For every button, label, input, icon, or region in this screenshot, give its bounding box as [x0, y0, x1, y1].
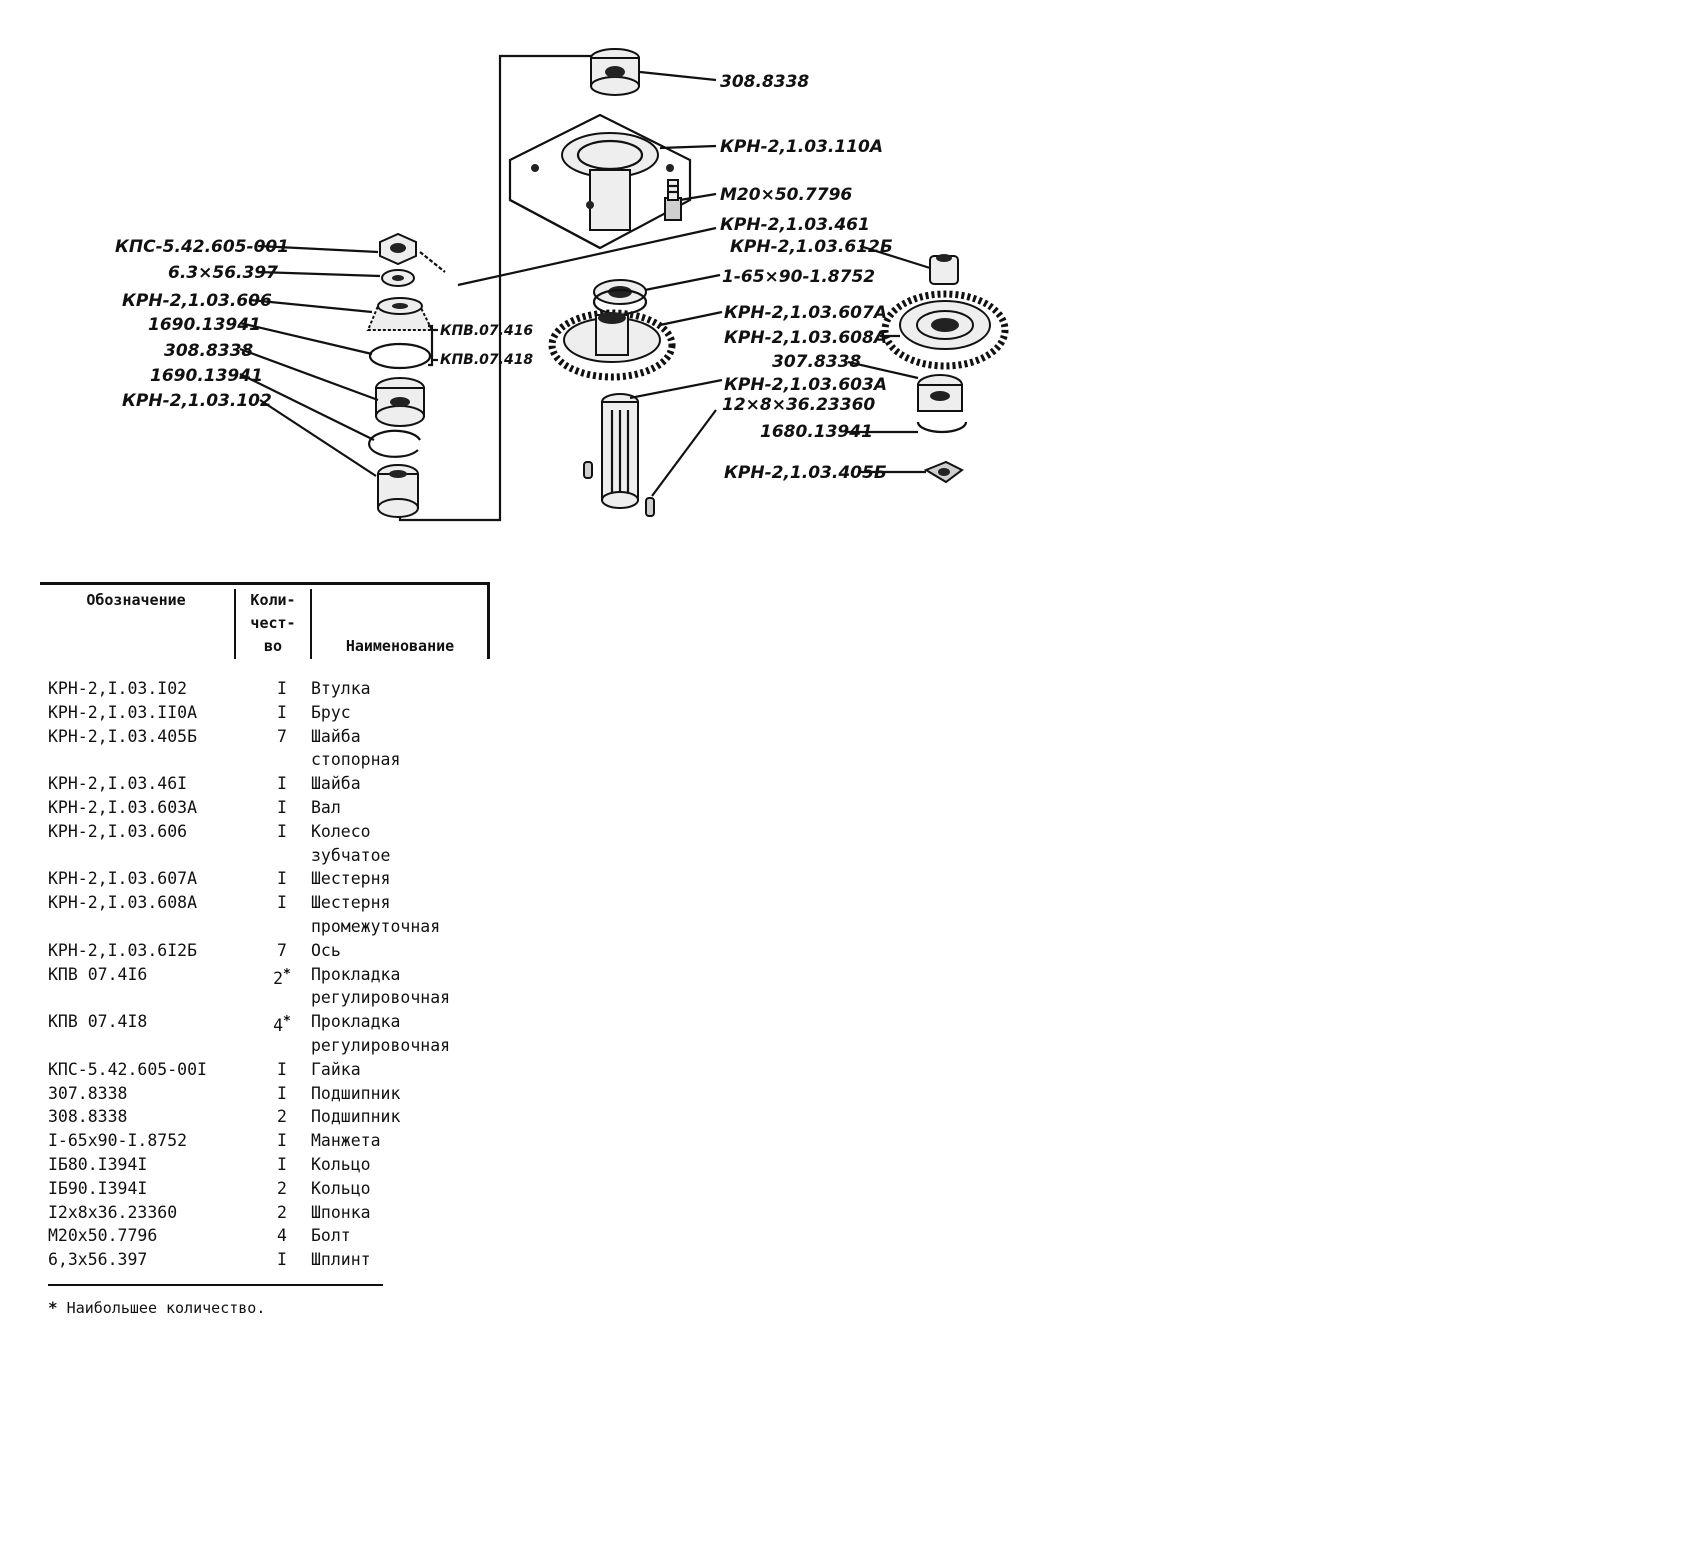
row-quantity-value: 4: [273, 1016, 284, 1036]
row-quantity-value: 4: [277, 1226, 287, 1246]
ring-1680: [918, 422, 966, 432]
row-quantity: [253, 1224, 311, 1248]
row-designation: 307.8338: [48, 1083, 128, 1103]
table-row: [40, 1224, 490, 1248]
header-right-border: [487, 585, 490, 659]
row-quantity: [253, 772, 311, 796]
row-name: [311, 772, 481, 796]
row-quantity: [253, 1248, 311, 1272]
row-quantity: [253, 1082, 311, 1106]
parts-spec-table: [40, 582, 490, 1317]
row-quantity-value: 2: [277, 1178, 287, 1198]
table-row: [40, 1129, 490, 1153]
row-name-line: стопорная: [311, 750, 401, 770]
row-name-line: Подшипник: [311, 1083, 401, 1103]
row-name-line: Шестерня: [311, 893, 391, 913]
row-designation: IБ90.I394I: [48, 1178, 148, 1198]
row-designation: КПС-5.42.605-00I: [48, 1059, 207, 1079]
gear-607a: [552, 312, 672, 377]
row-name: [311, 1010, 481, 1058]
callout-split: 6.3×56.397: [168, 263, 278, 283]
bearing-307: [918, 375, 962, 411]
table-row: [40, 796, 490, 820]
table-body: [40, 677, 490, 1272]
ring-1690-a: [370, 344, 430, 368]
row-name: [311, 820, 481, 868]
row-name-line: Шпонка: [311, 1202, 371, 1222]
bolt-m20: [665, 180, 681, 220]
row-name-line: Подшипник: [311, 1107, 401, 1127]
callout-m20: М20×50.7796: [720, 185, 853, 205]
table-row: [40, 1177, 490, 1201]
row-name-line: Вал: [311, 797, 341, 817]
row-name-line: Манжета: [311, 1131, 381, 1151]
housing-bar: [510, 115, 690, 248]
row-quantity: [253, 891, 311, 939]
ring-1690-b: [369, 431, 420, 457]
row-designation: КРН-2,I.03.II0А: [48, 702, 198, 722]
row-name: [311, 1248, 481, 1272]
table-row: [40, 1201, 490, 1225]
callout-102: КРН-2,1.03.102: [122, 391, 272, 411]
row-designation: КРН-2,I.03.46I: [48, 774, 188, 794]
row-designation: КРН-2,I.03.606: [48, 821, 188, 841]
footnote: [40, 1298, 490, 1317]
row-quantity-value: I: [277, 774, 287, 794]
row-designation: I2x8x36.23360: [48, 1202, 178, 1222]
table-row: [40, 1153, 490, 1177]
callout-308-left: 308.8338: [164, 341, 254, 361]
row-name: [311, 1177, 481, 1201]
row-quantity-value: I: [277, 1250, 287, 1270]
assembly-bracket-line: [400, 56, 595, 520]
row-name-line: Шайба: [311, 774, 361, 794]
row-designation: КРН-2,I.03.6I2Б: [48, 940, 198, 960]
row-quantity: [253, 796, 311, 820]
row-name-line: Колесо: [311, 821, 371, 841]
row-name: [311, 796, 481, 820]
table-row: [40, 677, 490, 701]
callout-kps: КПС-5.42.605-001: [115, 237, 290, 257]
row-quantity: [253, 725, 311, 773]
row-name-line: промежуточная: [311, 916, 441, 936]
row-name: [311, 1129, 481, 1153]
header-designation: Обозначение: [86, 591, 186, 609]
row-quantity-value: 2: [277, 1107, 287, 1127]
row-name-line: зубчатое: [311, 845, 391, 865]
row-quantity: [253, 1201, 311, 1225]
row-name: [311, 867, 481, 891]
row-quantity-value: I: [277, 1059, 287, 1079]
table-row: [40, 1010, 490, 1058]
row-quantity-value: I: [277, 1083, 287, 1103]
row-quantity: [253, 1129, 311, 1153]
row-designation: КПВ 07.4I8: [48, 1012, 148, 1032]
row-name: [311, 677, 481, 701]
bushing-102: [378, 465, 418, 517]
row-quantity: [253, 677, 311, 701]
row-name-line: Кольцо: [311, 1178, 371, 1198]
table-row: [40, 1248, 490, 1272]
seal-manzheta: [594, 280, 646, 314]
gear-608a: [885, 294, 1005, 366]
table-row: [40, 867, 490, 891]
callout-manzheta: 1-65×90-1.8752: [722, 267, 876, 287]
row-designation: КПВ 07.4I6: [48, 964, 148, 984]
callout-1690-b: 1690.13941: [150, 366, 263, 386]
table-row: [40, 1082, 490, 1106]
callout-kpv416: КПВ.07.416: [440, 323, 534, 339]
row-quantity-value: I: [277, 797, 287, 817]
callout-key: 12×8×36.23360: [722, 395, 876, 415]
row-quantity: [253, 1153, 311, 1177]
castle-nut: [380, 234, 445, 272]
callout-1680: 1680.13941: [760, 422, 873, 442]
row-name-line: Втулка: [311, 679, 371, 698]
callout-1690-a: 1690.13941: [148, 315, 261, 335]
axle-612b: [930, 254, 958, 284]
row-quantity: [253, 1010, 311, 1058]
callout-kpv418: КПВ.07.418: [440, 352, 534, 368]
row-name: [311, 891, 481, 939]
row-designation: I-65x90-I.8752: [48, 1131, 188, 1151]
row-quantity: [253, 820, 311, 868]
row-name-line: Прокладка: [311, 964, 401, 984]
row-quantity-value: I: [277, 679, 287, 698]
row-quantity-star: *: [283, 966, 291, 982]
row-name: [311, 701, 481, 725]
row-designation: КРН-2,I.03.405Б: [48, 726, 198, 746]
row-quantity: [253, 867, 311, 891]
row-quantity-value: I: [277, 1154, 287, 1174]
row-quantity: [253, 963, 311, 1011]
callout-308-top: 308.8338: [720, 72, 810, 92]
row-quantity: [253, 939, 311, 963]
row-name: [311, 1201, 481, 1225]
table-header: [40, 582, 490, 659]
table-row: [40, 772, 490, 796]
exploded-assembly-diagram: [0, 0, 1100, 540]
row-designation: 308.8338: [48, 1107, 128, 1127]
row-name-line: регулировочная: [311, 988, 451, 1008]
row-name: [311, 939, 481, 963]
row-quantity-value: I: [277, 821, 287, 841]
row-name-line: Гайка: [311, 1059, 361, 1079]
gear-606: [368, 298, 432, 330]
table-row: [40, 1058, 490, 1082]
row-designation: IБ80.I394I: [48, 1154, 148, 1174]
row-designation: КРН-2,I.03.608А: [48, 893, 198, 913]
row-quantity: [253, 1105, 311, 1129]
table-row: [40, 820, 490, 868]
row-name: [311, 725, 481, 773]
row-name-line: регулировочная: [311, 1035, 451, 1055]
row-name-line: Кольцо: [311, 1154, 371, 1174]
table-row: [40, 725, 490, 773]
callout-612b: КРН-2,1.03.612Б: [730, 237, 893, 257]
header-quantity-line1: Коли-: [250, 591, 296, 609]
washer-461: [382, 270, 414, 286]
row-name: [311, 1058, 481, 1082]
row-name: [311, 1224, 481, 1248]
row-quantity: [253, 1177, 311, 1201]
row-quantity-value: I: [277, 869, 287, 889]
row-quantity-value: 7: [277, 940, 287, 960]
row-quantity-value: I: [277, 702, 287, 722]
table-row: [40, 963, 490, 1011]
footnote-star: *: [48, 1297, 58, 1317]
row-quantity-value: 7: [277, 726, 287, 746]
callout-307: 307.8338: [772, 352, 862, 372]
callout-607a: КРН-2,1.03.607А: [724, 303, 887, 323]
table-row: [40, 701, 490, 725]
shaft-603a: [584, 394, 654, 516]
lock-washer-405b: [926, 462, 962, 482]
callout-603a: КРН-2,1.03.603А: [724, 375, 887, 395]
row-quantity: [253, 1058, 311, 1082]
bearing-308-top: [591, 49, 639, 95]
footnote-text: Наибольшее количество.: [66, 1298, 266, 1317]
callout-461: КРН-2,1.03.461: [720, 215, 870, 235]
row-name-line: Шестерня: [311, 869, 391, 889]
row-name: [311, 1082, 481, 1106]
row-name-line: Ось: [311, 940, 341, 960]
row-quantity-value: 2: [273, 968, 284, 988]
header-quantity-line3: во: [263, 637, 283, 655]
row-quantity-value: I: [277, 1131, 287, 1151]
table-row: [40, 1105, 490, 1129]
header-quantity: [234, 589, 312, 659]
row-designation: КРН-2,I.03.I02: [48, 679, 188, 698]
row-name-line: Шплинт: [311, 1250, 371, 1270]
header-name: Наименование: [345, 637, 455, 655]
row-quantity-star: *: [283, 1014, 291, 1030]
header-quantity-line2: чест-: [250, 614, 296, 632]
row-quantity: [253, 701, 311, 725]
row-name: [311, 1105, 481, 1129]
row-designation: КРН-2,I.03.603А: [48, 797, 198, 817]
row-quantity-value: I: [277, 893, 287, 913]
callout-405b: КРН-2,1.03.405Б: [724, 463, 887, 483]
callout-110a: КРН-2,1.03.110А: [720, 137, 883, 157]
callout-608a: КРН-2,1.03.608А: [724, 328, 887, 348]
callout-606: КРН-2,1.03.606: [122, 291, 272, 311]
row-designation: КРН-2,I.03.607А: [48, 869, 198, 889]
row-name-line: Болт: [311, 1226, 351, 1246]
table-row: [40, 891, 490, 939]
footnote-rule: [48, 1284, 383, 1286]
row-name-line: Шайба: [311, 726, 361, 746]
table-row: [40, 939, 490, 963]
row-name: [311, 963, 481, 1011]
row-designation: М20x50.7796: [48, 1226, 158, 1246]
row-quantity-value: 2: [277, 1202, 287, 1222]
row-name-line: Прокладка: [311, 1012, 401, 1032]
bearing-308-left: [376, 378, 424, 426]
row-designation: 6,3x56.397: [48, 1250, 148, 1270]
row-name-line: Брус: [311, 702, 351, 722]
row-name: [311, 1153, 481, 1177]
